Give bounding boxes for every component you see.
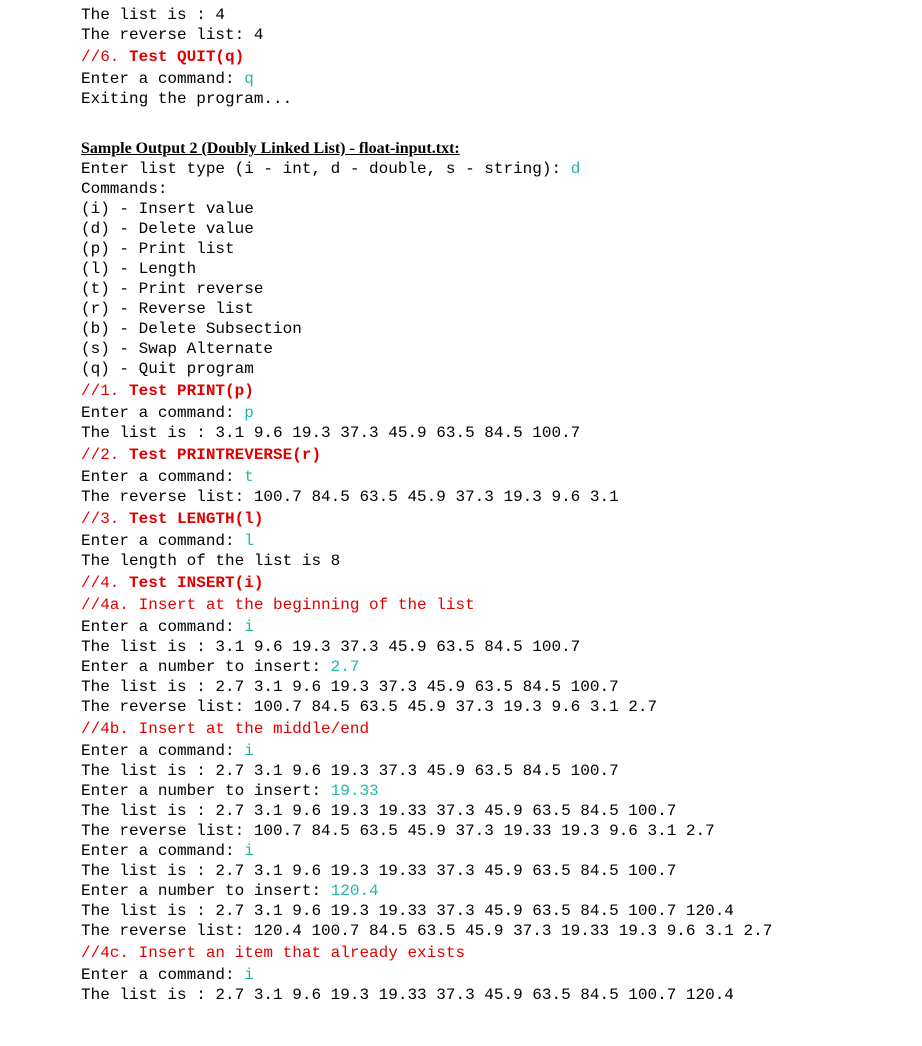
user-input: l: [244, 532, 254, 550]
command-item: (t) - Print reverse: [81, 280, 264, 298]
command-item: (i) - Insert value: [81, 200, 254, 218]
output-line: The reverse list: 100.7 84.5 63.5 45.9 37.3 19.33 19.3 9.6 3.1 2.7: [81, 822, 715, 840]
user-input: d: [570, 160, 581, 178]
user-input: 2.7: [330, 658, 360, 676]
output-line: The reverse list: 100.7 84.5 63.5 45.9 37.3 19.3 9.6 3.1 2.7: [81, 698, 658, 716]
user-input: i: [244, 618, 254, 636]
command-line: Enter a command: l: [81, 532, 254, 550]
output-line: The list is : 2.7 3.1 9.6 19.3 19.33 37.3 45.9 63.5 84.5 100.7 120.4: [81, 986, 734, 1004]
output-line: The reverse list: 100.7 84.5 63.5 45.9 37.3 19.3 9.6 3.1: [81, 488, 619, 506]
command-line: Enter a command: q: [81, 70, 254, 88]
output-line: The list is : 2.7 3.1 9.6 19.3 37.3 45.9 63.5 84.5 100.7: [81, 678, 619, 696]
command-item: (l) - Length: [81, 260, 197, 278]
command-line: Enter a command: i: [81, 966, 254, 984]
subtest-label: //4a. Insert at the beginning of the list: [81, 596, 475, 614]
user-input: i: [244, 966, 254, 984]
test-header-quit: //6. Test QUIT(q): [81, 48, 245, 66]
output-line: The list is : 2.7 3.1 9.6 19.3 37.3 45.9 63.5 84.5 100.7: [81, 762, 619, 780]
command-item: (r) - Reverse list: [81, 300, 254, 318]
document: [81, 5, 911, 1005]
user-input: 120.4: [330, 882, 379, 900]
command-line: Enter list type (i - int, d - double, s - string): d: [81, 160, 581, 178]
user-input: 19.33: [330, 782, 379, 800]
test-header-printreverse: //2. Test PRINTREVERSE(r): [81, 446, 322, 464]
command-line: Enter a command: t: [81, 468, 254, 486]
test-header-print: //1. Test PRINT(p): [81, 382, 254, 400]
command-item: (b) - Delete Subsection: [81, 320, 302, 338]
command-item: (s) - Swap Alternate: [81, 340, 274, 358]
commands-label: Commands:: [81, 180, 168, 198]
user-input: q: [244, 70, 254, 88]
user-input: p: [244, 404, 254, 422]
command-line: Enter a command: i: [81, 618, 254, 636]
command-line: Enter a number to insert: 19.33: [81, 782, 379, 800]
command-item: (q) - Quit program: [81, 360, 254, 378]
command-item: (p) - Print list: [81, 240, 235, 258]
output-line: The length of the list is 8: [81, 552, 341, 570]
subtest-label: //4b. Insert at the middle/end: [81, 720, 370, 738]
command-line: Enter a number to insert: 120.4: [81, 882, 379, 900]
output-line: The reverse list: 120.4 100.7 84.5 63.5 45.9 37.3 19.33 19.3 9.6 3.1 2.7: [81, 922, 773, 940]
output-line: Exiting the program...: [81, 90, 293, 108]
output-line: The list is : 2.7 3.1 9.6 19.3 19.33 37.3 45.9 63.5 84.5 100.7 120.4: [81, 902, 734, 920]
command-item: (d) - Delete value: [81, 220, 254, 238]
command-line: Enter a command: i: [81, 842, 254, 860]
command-line: Enter a number to insert: 2.7: [81, 658, 360, 676]
command-line: Enter a command: p: [81, 404, 254, 422]
command-line: Enter a command: i: [81, 742, 254, 760]
user-input: i: [244, 842, 254, 860]
output-line: The list is : 3.1 9.6 19.3 37.3 45.9 63.5 84.5 100.7: [81, 424, 581, 442]
section-title: Sample Output 2 (Doubly Linked List) - float-input.txt:: [81, 140, 460, 157]
output-line: The list is : 3.1 9.6 19.3 37.3 45.9 63.5 84.5 100.7: [81, 638, 581, 656]
output-line: The list is : 2.7 3.1 9.6 19.3 19.33 37.3 45.9 63.5 84.5 100.7: [81, 862, 677, 880]
output-line: The list is : 2.7 3.1 9.6 19.3 19.33 37.3 45.9 63.5 84.5 100.7: [81, 802, 677, 820]
output-line: The list is : 4: [81, 6, 226, 24]
subtest-label: //4c. Insert an item that already exists: [81, 944, 466, 962]
test-header-length: //3. Test LENGTH(l): [81, 510, 264, 528]
user-input: t: [244, 468, 254, 486]
test-header-insert: //4. Test INSERT(i): [81, 574, 264, 592]
output-line: The reverse list: 4: [81, 26, 264, 44]
user-input: i: [244, 742, 254, 760]
